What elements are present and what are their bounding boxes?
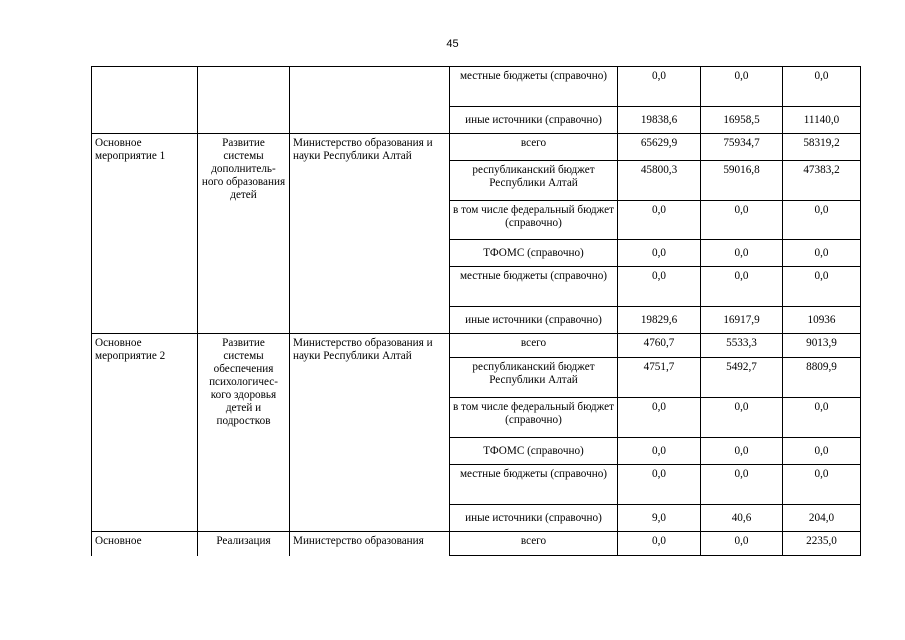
value-cell: 65629,9 xyxy=(618,134,701,161)
value-cell: 59016,8 xyxy=(701,161,783,201)
value-cell: 0,0 xyxy=(701,240,783,267)
table-row xyxy=(92,334,861,358)
value-cell: 0,0 xyxy=(618,67,701,107)
name-cell: Развитие системы обеспечения психологичес-кого здоровья детей и подростков xyxy=(198,334,290,532)
value-cell: 0,0 xyxy=(701,67,783,107)
value-cell: 19829,6 xyxy=(618,307,701,334)
value-cell: 8809,9 xyxy=(783,358,861,398)
value-cell: 0,0 xyxy=(701,267,783,307)
event-cell: Основное мероприятие 2 xyxy=(92,334,198,532)
page-number: 45 xyxy=(446,38,459,50)
executor-cell: Министерство образования и науки Республики Алтай xyxy=(290,334,450,532)
value-cell: 0,0 xyxy=(701,532,783,556)
executor-cell: Министерство образования xyxy=(290,532,450,556)
value-cell: 2235,0 xyxy=(783,532,861,556)
value-cell: 0,0 xyxy=(618,201,701,240)
source-cell: республиканский бюджет Республики Алтай xyxy=(450,161,618,201)
value-cell: 0,0 xyxy=(783,240,861,267)
event-cell: Основное мероприятие 1 xyxy=(92,134,198,334)
source-cell: всего xyxy=(450,532,618,556)
value-cell: 0,0 xyxy=(618,398,701,438)
source-cell: всего xyxy=(450,134,618,161)
value-cell: 9013,9 xyxy=(783,334,861,358)
source-cell: республиканский бюджет Республики Алтай xyxy=(450,358,618,398)
value-cell: 0,0 xyxy=(701,438,783,465)
value-cell: 75934,7 xyxy=(701,134,783,161)
value-cell: 5533,3 xyxy=(701,334,783,358)
value-cell: 10936 xyxy=(783,307,861,334)
value-cell: 0,0 xyxy=(618,532,701,556)
value-cell: 47383,2 xyxy=(783,161,861,201)
value-cell: 204,0 xyxy=(783,505,861,532)
value-cell: 0,0 xyxy=(783,398,861,438)
table-row xyxy=(92,134,861,161)
value-cell: 5492,7 xyxy=(701,358,783,398)
value-cell: 0,0 xyxy=(783,267,861,307)
executor-cell: Министерство образования и науки Республики Алтай xyxy=(290,134,450,334)
value-cell: 0,0 xyxy=(618,267,701,307)
table-row xyxy=(92,532,861,556)
value-cell: 16958,5 xyxy=(701,107,783,134)
value-cell: 19838,6 xyxy=(618,107,701,134)
value-cell: 4751,7 xyxy=(618,358,701,398)
source-cell: всего xyxy=(450,334,618,358)
value-cell: 11140,0 xyxy=(783,107,861,134)
event-cell xyxy=(92,67,198,134)
source-cell: в том числе федеральный бюджет (справочно) xyxy=(450,398,618,438)
source-cell: ТФОМС (справочно) xyxy=(450,240,618,267)
value-cell: 58319,2 xyxy=(783,134,861,161)
source-cell: местные бюджеты (справочно) xyxy=(450,67,618,107)
source-cell: местные бюджеты (справочно) xyxy=(450,267,618,307)
value-cell: 0,0 xyxy=(618,438,701,465)
value-cell: 4760,7 xyxy=(618,334,701,358)
value-cell: 0,0 xyxy=(618,465,701,505)
value-cell: 40,6 xyxy=(701,505,783,532)
source-cell: иные источники (справочно) xyxy=(450,107,618,134)
source-cell: ТФОМС (справочно) xyxy=(450,438,618,465)
value-cell: 9,0 xyxy=(618,505,701,532)
value-cell: 0,0 xyxy=(783,438,861,465)
value-cell: 0,0 xyxy=(701,465,783,505)
value-cell: 0,0 xyxy=(783,465,861,505)
value-cell: 0,0 xyxy=(701,398,783,438)
source-cell: иные источники (справочно) xyxy=(450,307,618,334)
source-cell: местные бюджеты (справочно) xyxy=(450,465,618,505)
source-cell: в том числе федеральный бюджет (справочно) xyxy=(450,201,618,240)
value-cell: 0,0 xyxy=(783,67,861,107)
name-cell: Реализация xyxy=(198,532,290,556)
name-cell: Развитие системы дополнитель-ного образования детей xyxy=(198,134,290,334)
event-cell: Основное xyxy=(92,532,198,556)
name-cell xyxy=(198,67,290,134)
executor-cell xyxy=(290,67,450,134)
table-row xyxy=(92,67,861,107)
value-cell: 0,0 xyxy=(783,201,861,240)
budget-table xyxy=(91,66,861,556)
value-cell: 0,0 xyxy=(618,240,701,267)
value-cell: 0,0 xyxy=(701,201,783,240)
source-cell: иные источники (справочно) xyxy=(450,505,618,532)
value-cell: 16917,9 xyxy=(701,307,783,334)
value-cell: 45800,3 xyxy=(618,161,701,201)
